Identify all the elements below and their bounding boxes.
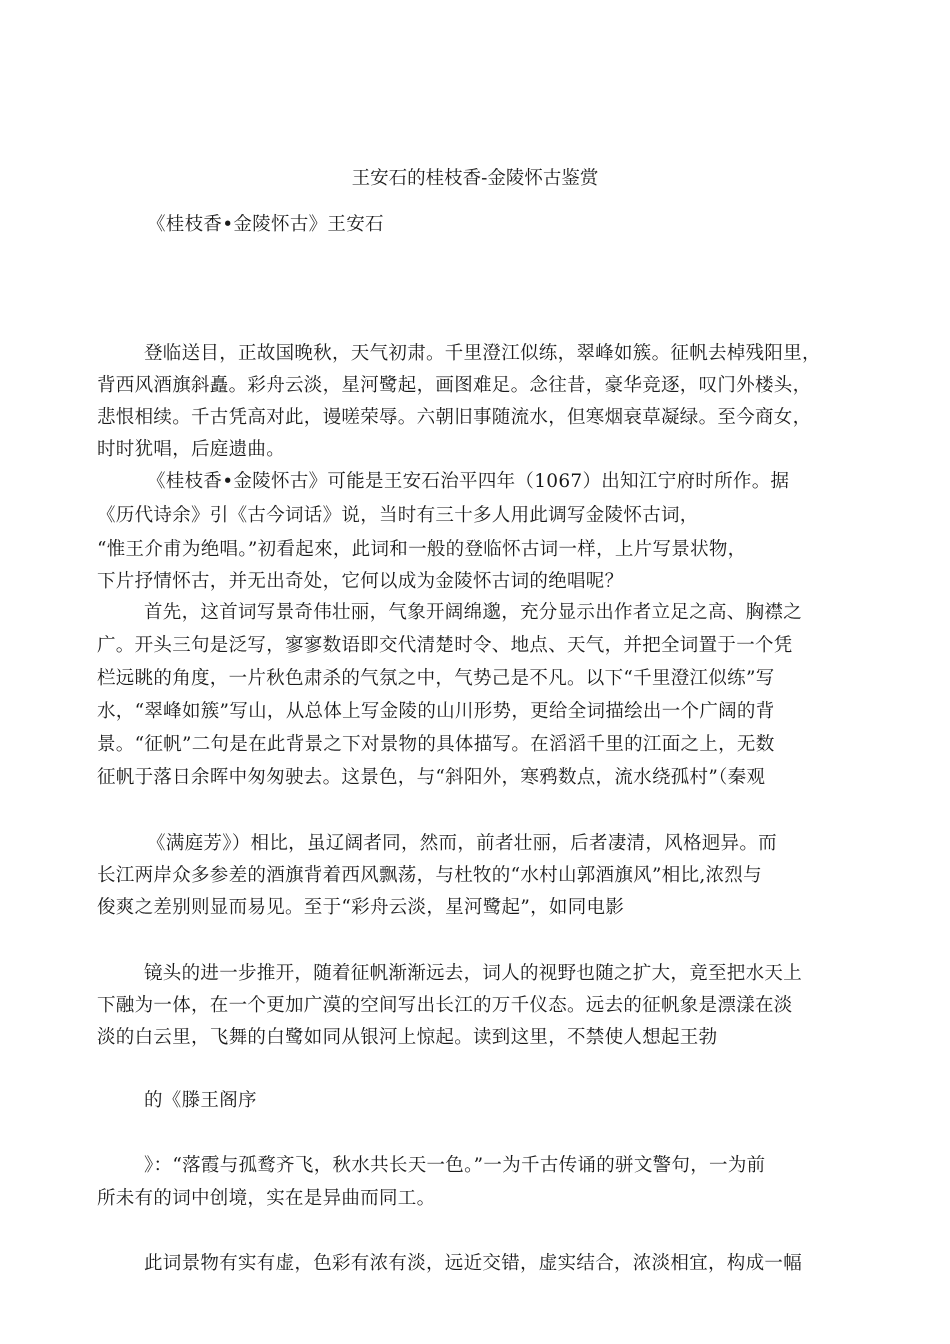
paragraph-line: 》：“落霞与孤鹜齐飞，秋水共长天一色。”一为千古传诵的骈文警句，一为前: [144, 1155, 766, 1176]
paragraph-line: 所未有的词中创境，实在是异曲而同工。: [97, 1188, 436, 1209]
paragraph-line: 水，“翠峰如簇”写山，从总体上写金陵的山川形势，更给全词描绘出一个广阔的背: [97, 701, 775, 722]
paragraph-line: “惟王介甫为绝唱。”初看起來，此词和一般的登临怀古词一样，上片写景状物，: [97, 539, 747, 560]
poem-line: 悲恨相续。千古凭高对此，谩嗟荣辱。六朝旧事随流水，但寒烟衰草凝绿。至今商女，: [97, 407, 812, 428]
poem-heading: 《桂枝香•金陵怀古》王安石: [147, 214, 384, 235]
paragraph-line: 《历代诗余》引《古今词话》说，当时有三十多人用此调写金陵怀古词，: [97, 505, 699, 526]
paragraph-line: 景。“征帆”二句是在此背景之下对景物的具体描写。在滔滔千里的江面之上，无数: [97, 734, 775, 755]
paragraph-line: 镜头的进一步推开，随着征帆渐渐远去，词人的视野也随之扩大，竟至把水天上: [144, 963, 803, 984]
paragraph-line: 广。开头三句是泛写，寥寥数语即交代清楚时令、地点、天气，并把全词置于一个凭: [97, 635, 793, 656]
paragraph-line: 长江两岸众多参差的酒旗背着西风飘荡，与杜牧的“水村山郭酒旗风”相比,浓烈与: [97, 865, 762, 886]
paragraph-line: 《满庭芳》）相比，虽辽阔者同，然而，前者壮丽，后者凄清，风格迥异。而: [147, 833, 777, 854]
paragraph-line: 下融为一体，在一个更加广漠的空间写出长江的万千仪态。远去的征帆象是漂漾在淡: [97, 995, 793, 1016]
paragraph-line: 下片抒情怀古，并无出奇处，它何以成为金陵怀古词的绝唱呢？: [97, 571, 624, 592]
paragraph-line: 俊爽之差别则显而易见。至于“彩舟云淡，星河鹭起”，如同电影: [97, 897, 625, 918]
paragraph-line: 此词景物有实有虚，色彩有浓有淡，远近交错，虚实结合，浓淡相宜，构成一幅: [144, 1253, 803, 1274]
paragraph-line: 首先，这首词写景奇伟壮丽，气象开阔绵邈，充分显示出作者立足之高、胸襟之: [144, 602, 803, 623]
poem-line: 时时犹唱，后庭遗曲。: [97, 439, 286, 460]
paragraph-line: 的《滕王阁序: [144, 1090, 257, 1111]
document-title: 王安石的桂枝香-金陵怀古鉴赏: [351, 168, 599, 189]
paragraph-line: 栏远眺的角度，一片秋色肃杀的气氛之中，气势己是不凡。以下“千里澄江似练”写: [97, 668, 775, 689]
paragraph-line: 《桂枝香•金陵怀古》可能是王安石治平四年（1067）出知江宁府时所作。据: [147, 471, 790, 492]
paragraph-line: 淡的白云里，飞舞的白鹭如同从银河上惊起。读到这里，不禁使人想起王勃: [97, 1027, 718, 1048]
paragraph-line: 征帆于落日余晖中匆匆驶去。这景色，与“斜阳外，寒鸦数点，流水绕孤村”（秦观: [97, 767, 766, 788]
poem-line: 登临送目，正故国晚秋，天气初肃。千里澄江似练，翠峰如簇。征帆去棹残阳里，: [144, 343, 821, 364]
poem-line: 背西风酒旗斜矗。彩舟云淡，星河鹭起，画图难足。念往昔，豪华竞逐，叹门外楼头，: [97, 375, 812, 396]
